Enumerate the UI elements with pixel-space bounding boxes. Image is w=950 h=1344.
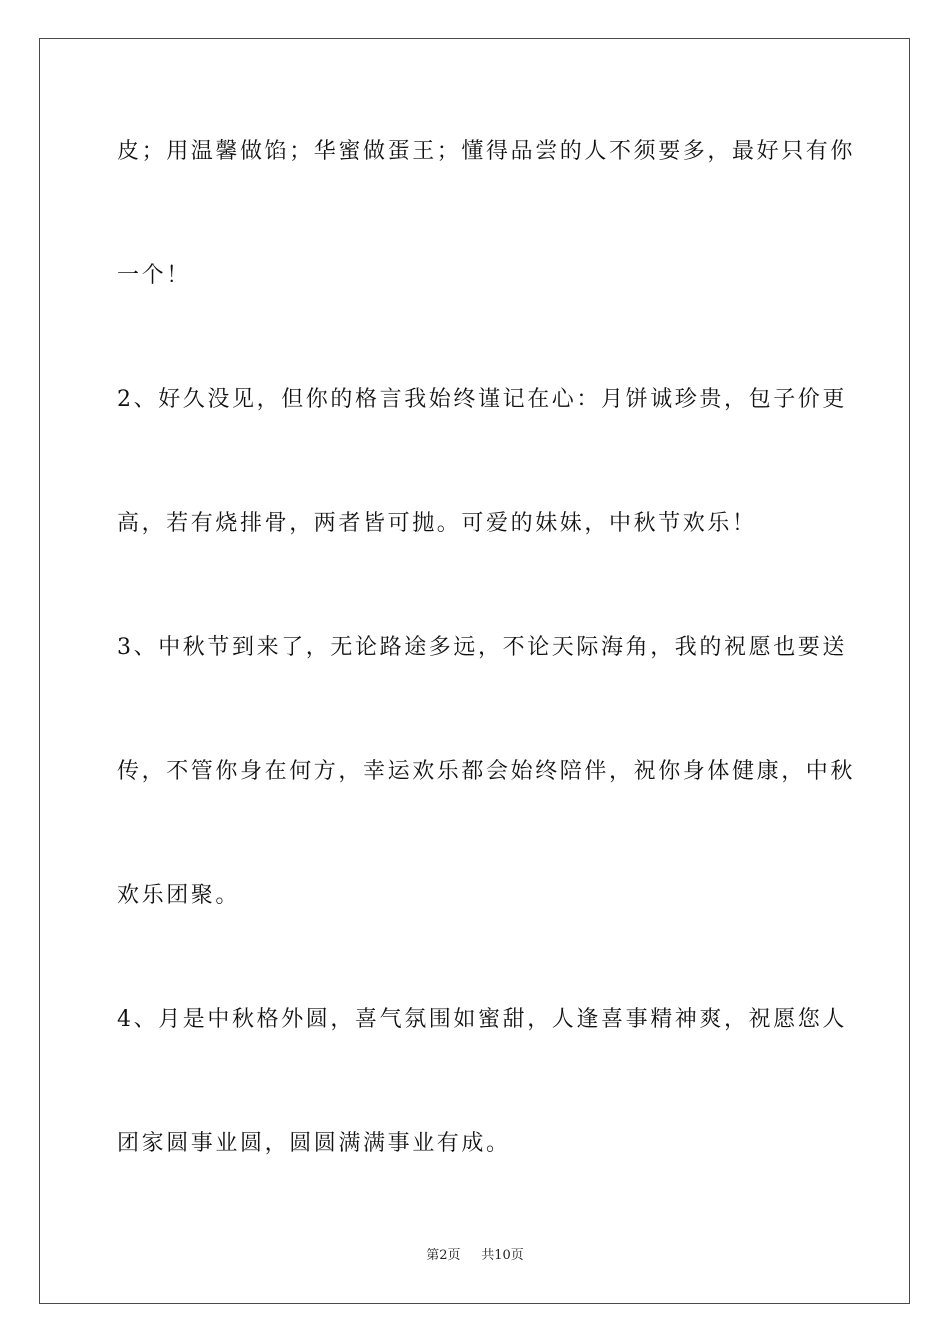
text-line: 一个！	[117, 263, 191, 288]
page-border	[39, 38, 910, 1304]
text-line: 团家圆事业圆，圆圆满满事业有成。	[117, 1131, 511, 1156]
text-line: 4、月是中秋格外圆，喜气氛围如蜜甜，人逢喜事精神爽，祝愿您人	[117, 1007, 847, 1032]
text-line: 皮；用温馨做馅；华蜜做蛋王；懂得品尝的人不须要多，最好只有你	[117, 139, 856, 164]
text-line: 欢乐团聚。	[117, 883, 241, 908]
page-number: 第2页	[426, 1248, 461, 1263]
total-pages: 共10页	[481, 1248, 524, 1263]
text-line: 3、中秋节到来了，无论路途多远，不论天际海角，我的祝愿也要送	[117, 635, 847, 660]
text-line: 高，若有烧排骨，两者皆可抛。可爱的妹妹，中秋节欢乐！	[117, 511, 757, 536]
page-footer	[0, 1247, 950, 1265]
text-line: 传，不管你身在何方，幸运欢乐都会始终陪伴，祝你身体健康，中秋	[117, 759, 856, 784]
text-line: 2、好久没见，但你的格言我始终谨记在心：月饼诚珍贵，包子价更	[117, 387, 847, 412]
